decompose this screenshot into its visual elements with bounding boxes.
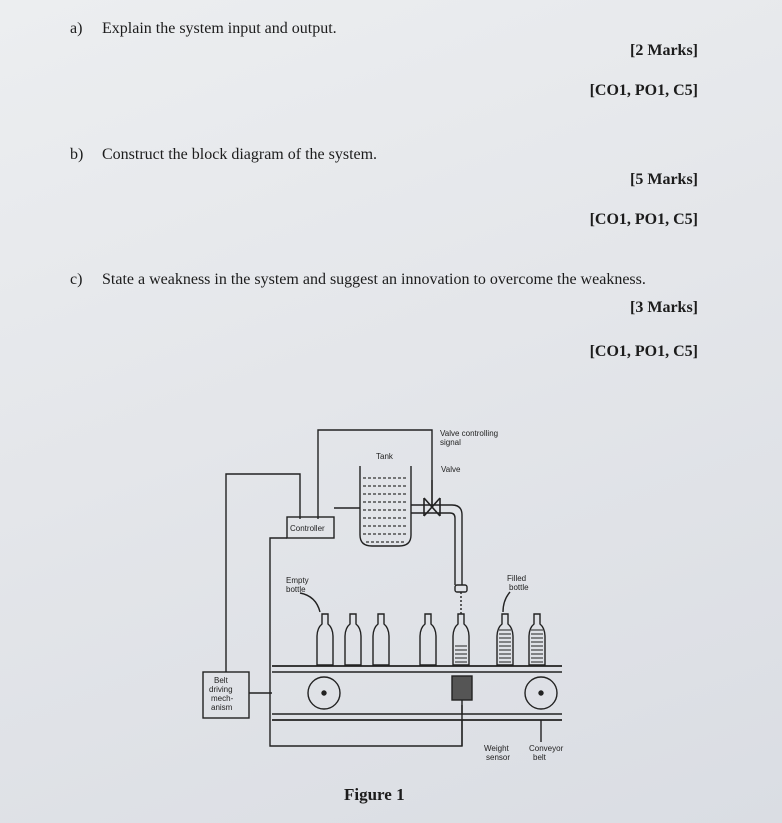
question-b-marks: [5 Marks] [630,171,698,188]
filled-bottle-label-1: Filled [507,574,527,583]
empty-bottle-label-2: bottle [286,585,306,594]
empty-bottles [317,614,436,665]
conveyor-label-2: belt [533,753,546,762]
tank-label: Tank [376,452,393,461]
belt-drive-label-1: Belt [214,676,228,685]
question-b-text: Construct the block diagram of the system. [102,146,378,163]
question-a-marks: [2 Marks] [630,42,698,59]
valve-signal-label-2: signal [440,438,461,447]
valve [424,480,440,516]
weight-sensor [452,676,472,746]
fill-nozzle [455,585,467,592]
valve-signal-label-1: Valve controlling [440,429,499,438]
filled-bottles [497,614,545,665]
filling-bottle [453,614,469,665]
filled-bottle-pointer [503,592,510,612]
tank [360,466,411,546]
question-a-outcome: [CO1, PO1, C5] [589,82,698,99]
belt-drive-label-4: anism [211,703,233,712]
valve-label: Valve [441,465,461,474]
belt-drive-label-3: mech- [211,694,234,703]
sensor-feedback-wire [270,538,462,746]
question-b-label: b) [70,146,84,163]
conveyor-label-1: Conveyor [529,744,564,753]
empty-bottle-label-1: Empty [286,576,309,585]
question-c-label: c) [70,271,83,288]
question-a-label: a) [70,20,83,37]
question-a-text: Explain the system input and output. [102,20,337,37]
conveyor-belt [272,666,562,720]
filled-bottle-label-2: bottle [509,583,529,592]
empty-bottle-pointer [300,593,320,612]
question-b-outcome: [CO1, PO1, C5] [589,211,698,228]
belt-drive-label-2: driving [209,685,233,694]
controller-to-belt-wire [226,474,300,672]
weight-sensor-label-2: sensor [486,753,511,762]
figure-caption: Figure 1 [344,785,405,804]
question-c-text: State a weakness in the system and suggest an innovation to overcome the weakness. [102,271,646,288]
controller-label: Controller [290,524,325,533]
question-c-outcome: [CO1, PO1, C5] [589,343,698,360]
weight-sensor-label-1: Weight [484,744,509,753]
question-c-marks: [3 Marks] [630,299,698,316]
